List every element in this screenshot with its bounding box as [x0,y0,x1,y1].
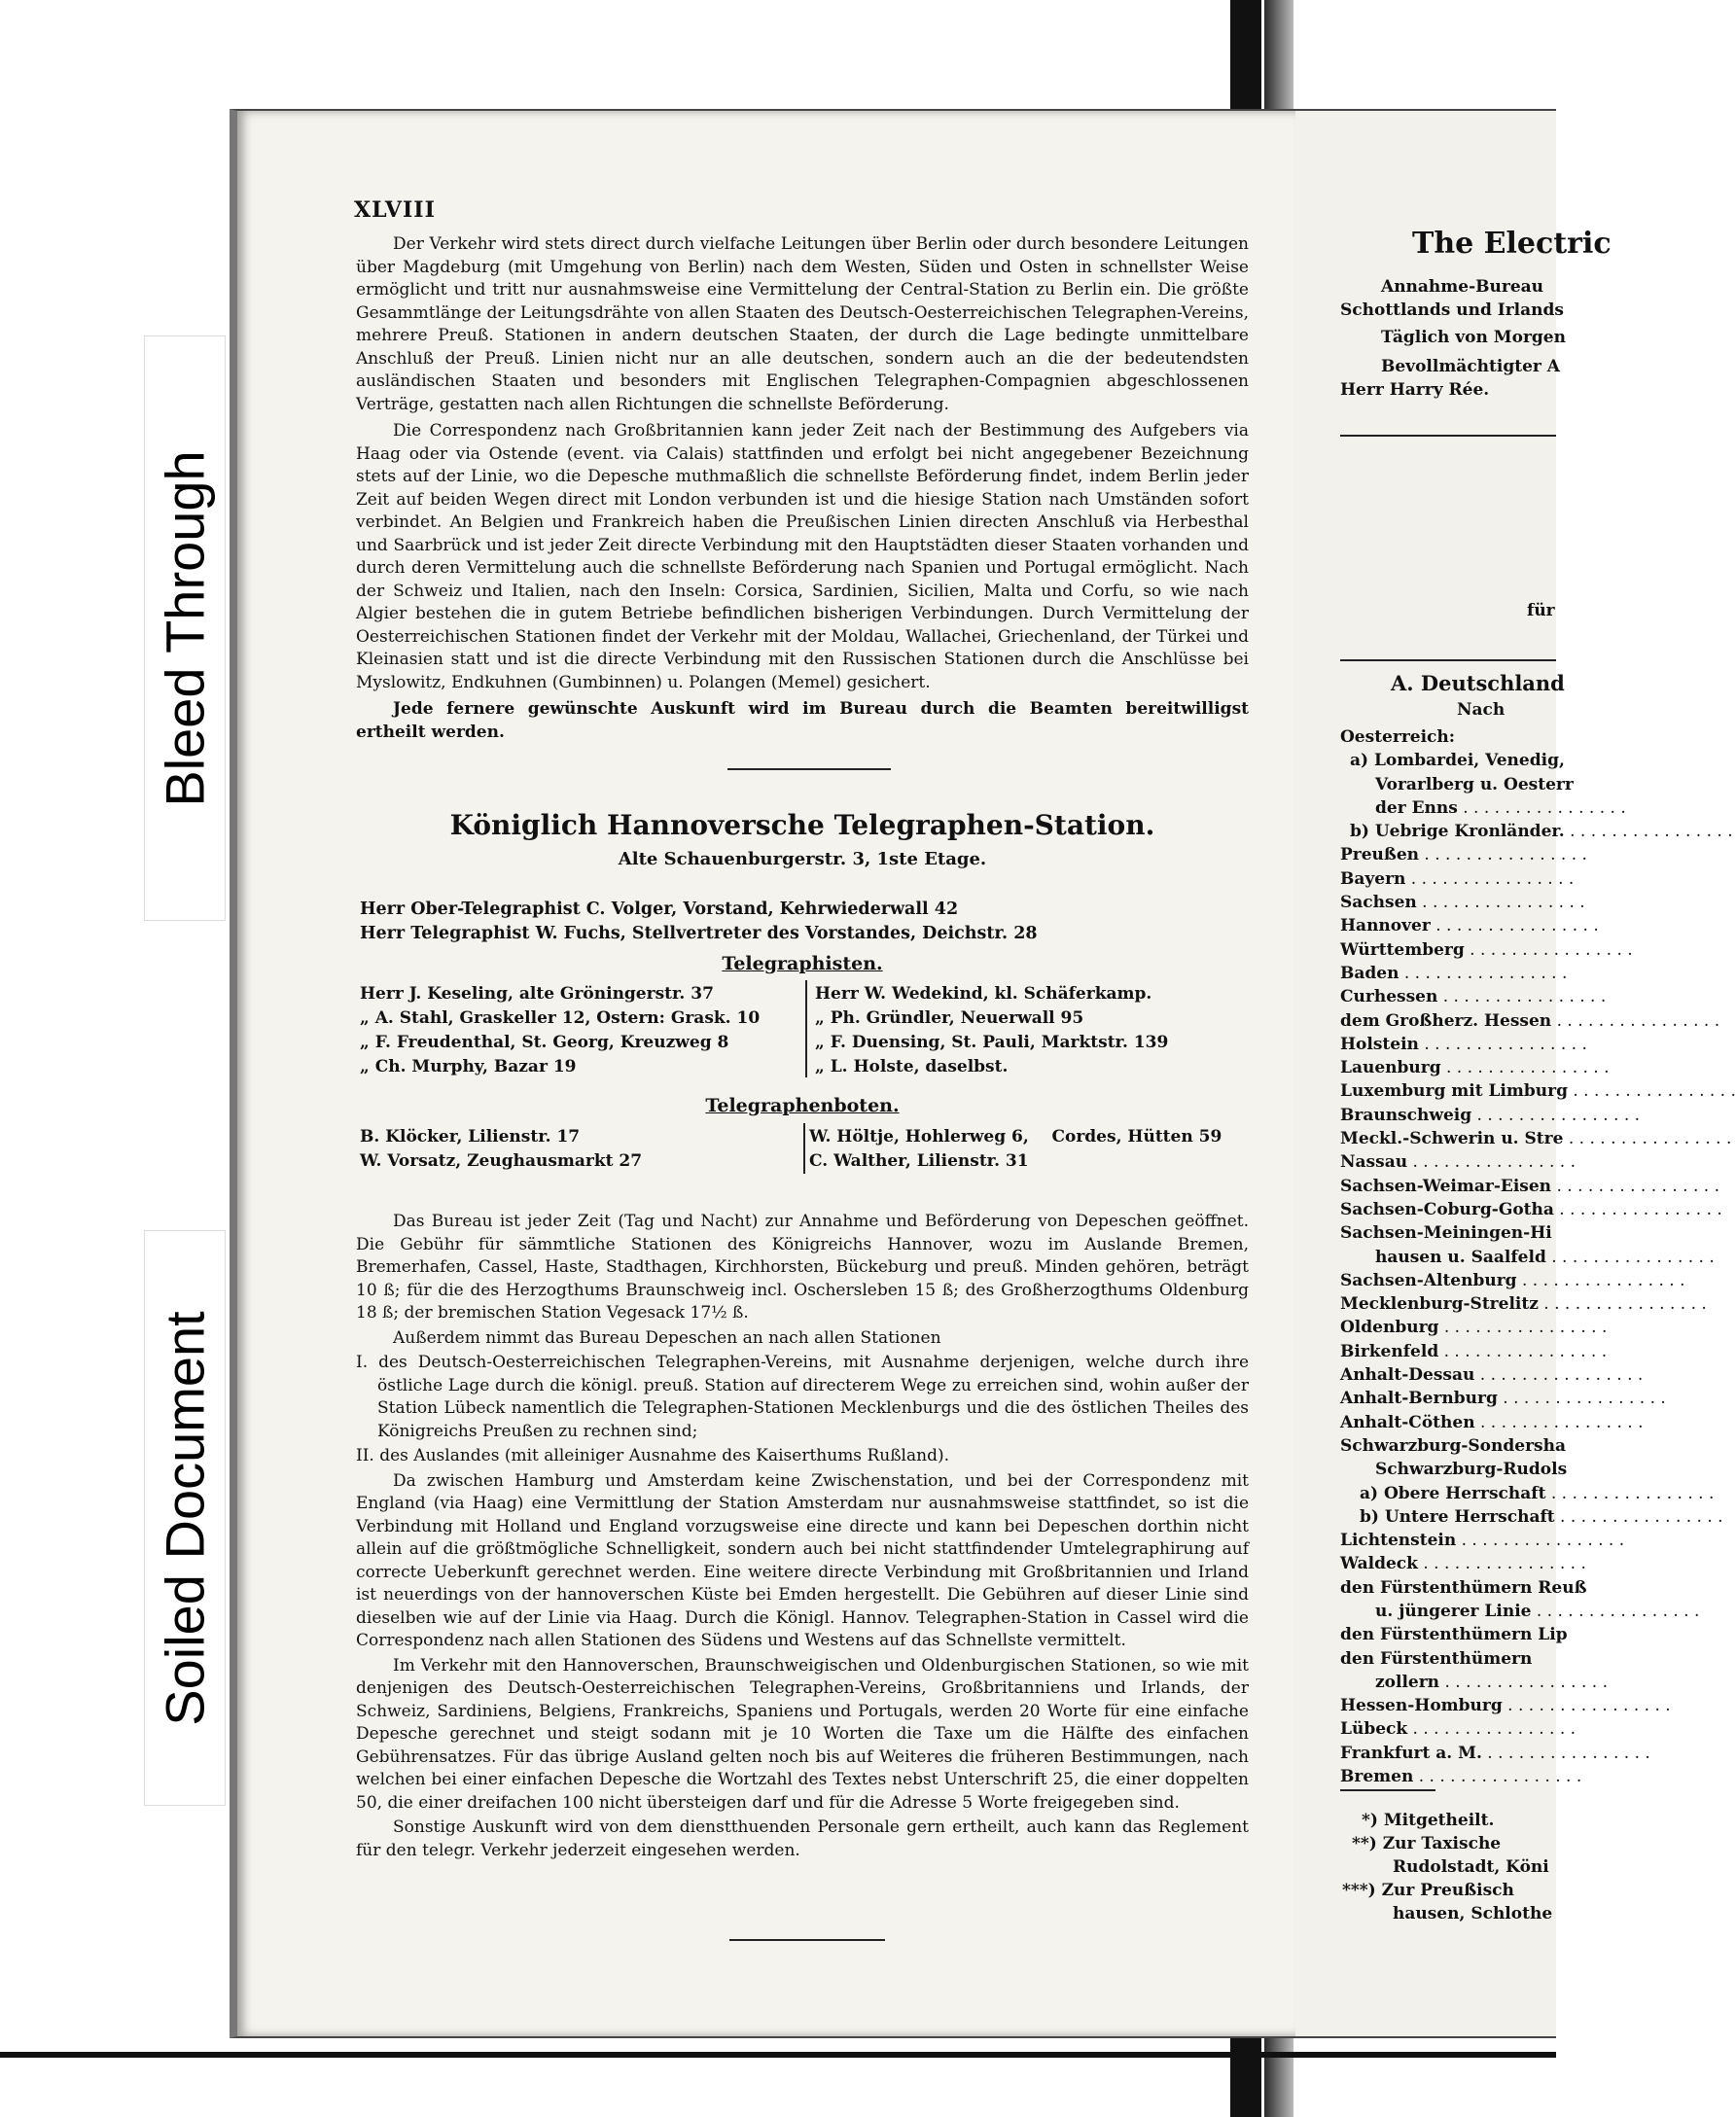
list-item: Sachsen-Altenburg . . . [1340,1269,1736,1292]
list-item: b) Untere Herrschaft . . . [1340,1505,1736,1529]
list-item: W. Höltje, Hohlerweg 6, Cordes, Hütten 59 [809,1127,1222,1147]
footnote: hausen, Schlothe [1393,1904,1553,1923]
boten-title: Telegraphenboten. [705,1095,900,1116]
list-item: Birkenfeld . . . [1340,1340,1736,1363]
soiled-document-label: Soiled Document [154,1310,216,1726]
list-item: Schwarzburg-Rudols [1375,1460,1568,1480]
list-item: Braunschweig . . . [1340,1104,1736,1127]
station-title: Königlich Hannoversche Telegraphen-Station. [449,809,1155,841]
list-item: Bayern . . . [1340,867,1736,891]
intro-paragraph: Der Verkehr wird stets direct durch vielfache Leitungen über Berlin oder durch besondere Leitungen über Magdeburg (mit Umgehung von Berlin) nach dem Westen, Süden und Osten in schnellster Weise ermöglicht und tritt nur ausnahmsweise eine Vermittelung der Central-Station zu Berlin ein. Die größte Gesammtlänge der Leitungsdrähte von allen Staaten des Deutsch-Oesterreichischen Telegraphen-Vereins, mehrere Preuß. Stationen in andern deutschen Staaten, der durch die Lage bedingte unmittelbare Anschluß der Preuß. Linien nicht nur an alle deutschen, sondern auch an die der bedeutendsten ausländischen Staaten und besonders mit Englischen Telegraphen-Compagnien abgeschlossenen Verträge, gestatten nach allen Richtungen die schnellste Beförderung. [356,234,1249,414]
footnote: Rudolstadt, Köni [1393,1857,1549,1877]
list-item: Anhalt-Dessau . . . [1340,1363,1736,1387]
list-item: Holstein . . . [1340,1033,1736,1056]
list-item: den Fürstenthümern [1340,1648,1533,1669]
list-item: Schwarzburg-Sondersha [1340,1435,1566,1456]
list-item: „ A. Stahl, Graskeller 12, Ostern: Grask. 10 [360,1008,761,1028]
body-paragraph: Sonstige Auskunft wird von dem dienstthuenden Personale gern ertheilt, auch kann das Reglement für den telegr. Verkehr jederzeit eingesehen werden. [356,1817,1249,1860]
footnote-rule [1340,1789,1435,1791]
station-heads [360,898,1038,946]
column-divider [803,1123,805,1174]
body-paragraph: Das Bureau ist jeder Zeit (Tag und Nacht) zur Annahme und Beförderung von Depeschen geöffnet. Die Gebühr für sämmtliche Stationen des Königreichs Hannover, wozu im Auslande Bremen, Bremerhafen, Cassel, Haste, Stadthagen, Kirchhorsten, Bückeburg und preuß. Minden gehören, beträgt 10 ß; für die des Herzogthums Braunschweig incl. Oschersleben 15 ß; des Großherzogthums Oldenburg 18 ß; der bremischen Station Vegesack 17½ ß. [356,1212,1249,1323]
right-line: Bevollmächtigter A [1381,357,1560,376]
right-fur: für [1527,601,1555,620]
list-item: a) Obere Herrschaft . . . [1340,1482,1736,1505]
list-item: Sachsen . . . [1340,891,1736,914]
list-item: „ Ch. Murphy, Bazar 19 [360,1057,577,1076]
list-paragraph: I. des Deutsch-Oesterreichischen Telegraphen-Vereins, mit Ausnahme derjenigen, welche durch ihre östliche Lage durch die königl. preuß. Station auf directerem Wege zu erreichen sind, wohin außer der Station Lübeck namentlich die Telegraphen-Stationen Mecklenburgs und die des östlichen Theiles des Königreichs Preußen zu rechnen sind; [356,1353,1249,1441]
right-line: Schottlands und Irlands [1340,300,1564,320]
list-item: „ Ph. Gründler, Neuerwall 95 [815,1008,1084,1028]
list-item: Herr W. Wedekind, kl. Schäferkamp. [815,984,1152,1004]
telegraphisten-right [815,982,1253,1079]
list-item: Meckl.-Schwerin u. Stre . . . [1340,1127,1736,1150]
telegraphisten-left [360,982,807,1079]
footnote: **) Zur Taxische [1352,1834,1502,1853]
intro-paragraph: Jede fernere gewünschte Auskunft wird im Bureau durch die Beamten bereitwilligst ertheilt werden. [356,699,1249,742]
telegraphisten-title: Telegraphisten. [722,953,883,974]
list-item: a) Lombardei, Venedig, [1350,751,1565,771]
divider-rule [1340,659,1556,661]
right-line: Täglich von Morgen [1381,328,1566,347]
body-paragraph: Im Verkehr mit den Hannoverschen, Braunschweigischen und Oldenburgischen Stationen, so wie mit denjenigen des Deutsch-Oesterreichischen Telegraphen-Vereins, Großbritanniens und Irlands, der Schweiz, Sardiniens, Belgiens, Frankreichs, Spaniens und Portugals, werden 20 Worte für eine einfache Depesche gerechnet und steigt sodann mit je 10 Worten die Taxe um die Hälfte des einfachen Gebührensatzes. Für das übrige Ausland gelten noch bis auf Weiteres die früheren Bestimmungen, nach welchen bei einer einfachen Depesche die Wortzahl des Textes nebst Unterschrift 25, die einer doppelten 50, die einer dreifachen 100 nicht übersteigen darf und für die Adresse 5 Worte freigegeben sind. [356,1655,1249,1813]
right-line: Annahme-Bureau [1381,277,1544,297]
right-nach: Nach [1457,700,1506,720]
list-item: Preußen . . . [1340,843,1736,866]
list-item: Oesterreich: [1340,727,1456,747]
list-item: Lichtenstein . . . [1340,1529,1736,1552]
list-item: den Fürstenthümern Reuß [1340,1577,1587,1598]
list-item: Frankfurt a. M. . . . [1340,1742,1736,1765]
list-item: Lübeck . . . [1340,1717,1736,1741]
list-item: Württemberg . . . [1340,938,1736,962]
right-footnotes [1342,1809,1552,1925]
list-item: Herr J. Keseling, alte Gröningerstr. 37 [360,984,714,1004]
list-item: B. Klöcker, Lilienstr. 17 [360,1127,581,1147]
list-paragraph: II. des Auslandes (mit alleiniger Ausnahme des Kaiserthums Rußland). [356,1446,949,1465]
list-item: dem Großherz. Hessen . . . [1340,1009,1736,1033]
list-item: b) Uebrige Kronländer. . . . [1340,820,1736,843]
list-item: Anhalt-Cöthen . . . [1340,1411,1736,1434]
list-item: C. Walther, Lilienstr. 31 [809,1151,1029,1171]
list-item: „ F. Freudenthal, St. Georg, Kreuzweg 8 [360,1033,729,1052]
divider-rule [727,768,891,770]
scan-bottom-edge [0,2052,1556,2058]
footnote: *) Mitgetheilt. [1362,1811,1495,1830]
divider-rule [1340,435,1556,437]
boten-right [809,1125,1257,1174]
list-item: Baden . . . [1340,962,1736,985]
list-item: „ L. Holste, daselbst. [815,1057,1009,1076]
right-page-heading: The Electric [1412,227,1612,261]
footnote: ***) Zur Preußisch [1342,1881,1514,1900]
list-item: Anhalt-Bernburg . . . [1340,1387,1736,1410]
list-item: den Fürstenthümern Lip [1340,1625,1568,1645]
list-item: Oldenburg . . . [1340,1316,1736,1339]
list-item: Hannover . . . [1340,914,1736,937]
column-divider [805,980,807,1077]
bleed-through-label: Bleed Through [154,449,216,807]
station-address: Alte Schauenburgerstr. 3, 1ste Etage. [618,849,987,869]
divider-rule [729,1939,885,1941]
bureau-text [356,1211,1249,1864]
soiled-document-tag [144,1230,226,1806]
page-number: XLVIII [354,197,436,223]
intro-paragraph: Die Correspondenz nach Großbritannien kann jeder Zeit nach der Bestimmung des Aufgebers via Haag oder via Ostende (event. via Calais) stattfinden und erfolgt bei nicht angegebener Bezeichnung stets auf der Linie, wo die Depesche muthmaßlich die schnellste Beförderung findet, indem Berlin jeder Zeit auf beiden Wegen direct mit London verbunden ist und die hiesige Station nach Umständen sofort verbindet. An Belgien und Frankreich haben die Preußischen Linien directen Anschluß via Herbesthal und Saarbrück und ist jeder Zeit directe Verbindung mit den Hauptstädten dieser Staaten vorhanden und durch deren Vermittelung auch die schnellste Beförderung nach Spanien und Portugal ermöglicht. Nach der Schweiz und Italien, nach den Inseln: Corsica, Sardinien, Sicilien, Malta und Corfu, so wie nach Algier bestehen die in gutem Betriebe befindlichen bisherigen Verbindungen. Durch Vermittelung der Oesterreichischen Stationen findet der Verkehr mit der Moldau, Wallachei, Griechenland, der Türkei und Kleinasien statt und ist die directe Verbindung mit den Russischen Stationen durch die Anschlüsse bei Myslowitz, Endkuhnen (Gumbinnen) u. Polangen (Memel) gesichert. [356,421,1249,692]
list-item: zollern . . . [1340,1671,1736,1694]
intro-text [356,233,1249,748]
body-paragraph: Da zwischen Hamburg und Amsterdam keine Zwischenstation, und bei der Correspondenz mit England (via Haag) eine Vermittlung der Station Amsterdam nur ausnahmsweise stattfindet, so ist die Verbindung mit Holland und England vorzugsweise eine directe und kann bei Depeschen dorthin nicht allein auf die größtmögliche Schnelligkeit, sondern auch bei nicht stattfindender Umtelegraphirung auf correcte Ueberkunft gerechnet werden. Eine weitere directe Verbindung mit Großbritannien und Irland ist neuerdings von der hannoverschen Küste bei Emden hergestellt. Die Gebühren auf dieser Linie sind dieselben wie auf der Linie via Haag. Durch die Königl. Hannov. Telegraphen-Station in Cassel wird die Correspondenz nach allen Stationen des Südens und Westens auf das Schnellste vermittelt. [356,1470,1249,1650]
list-item: u. jüngerer Linie . . . [1340,1600,1736,1623]
list-item: Sachsen-Meiningen-Hi [1340,1223,1552,1244]
list-item: Luxemburg mit Limburg . . . [1340,1079,1736,1103]
list-item: Waldeck . . . [1340,1552,1736,1575]
list-item: Bremen . . . [1340,1765,1736,1788]
list-item: Curhessen . . . [1340,985,1736,1008]
scan-margin [0,0,1556,107]
list-item: Sachsen-Weimar-Eisen . . . [1340,1175,1736,1198]
list-item: W. Vorsatz, Zeughausmarkt 27 [360,1151,643,1171]
list-item: Nassau . . . [1340,1150,1736,1174]
head-line: Herr Ober-Telegraphist C. Volger, Vorstand, Kehrwiederwall 42 [360,900,959,919]
body-paragraph: Außerdem nimmt das Bureau Depeschen an nach allen Stationen [393,1327,941,1348]
bleed-through-tag [144,335,226,921]
list-item: Vorarlberg u. Oesterr [1375,774,1574,794]
right-section-title: A. Deutschland [1391,671,1565,695]
list-item: Sachsen-Coburg-Gotha . . . [1340,1198,1736,1221]
list-item: Lauenburg . . . [1340,1056,1736,1079]
list-item: Mecklenburg-Strelitz . . . [1340,1292,1736,1316]
boten-left [360,1125,788,1174]
list-item: „ F. Duensing, St. Pauli, Marktstr. 139 [815,1033,1169,1052]
head-line: Herr Telegraphist W. Fuchs, Stellvertreter des Vorstandes, Deichstr. 28 [360,924,1038,943]
list-item: hausen u. Saalfeld . . . [1340,1246,1736,1269]
list-item: Hessen-Homburg . . . [1340,1694,1736,1717]
list-item: der Enns . . . [1340,796,1736,820]
right-line: Herr Harry Rée. [1340,380,1490,400]
right-country-list [1340,725,1736,1788]
